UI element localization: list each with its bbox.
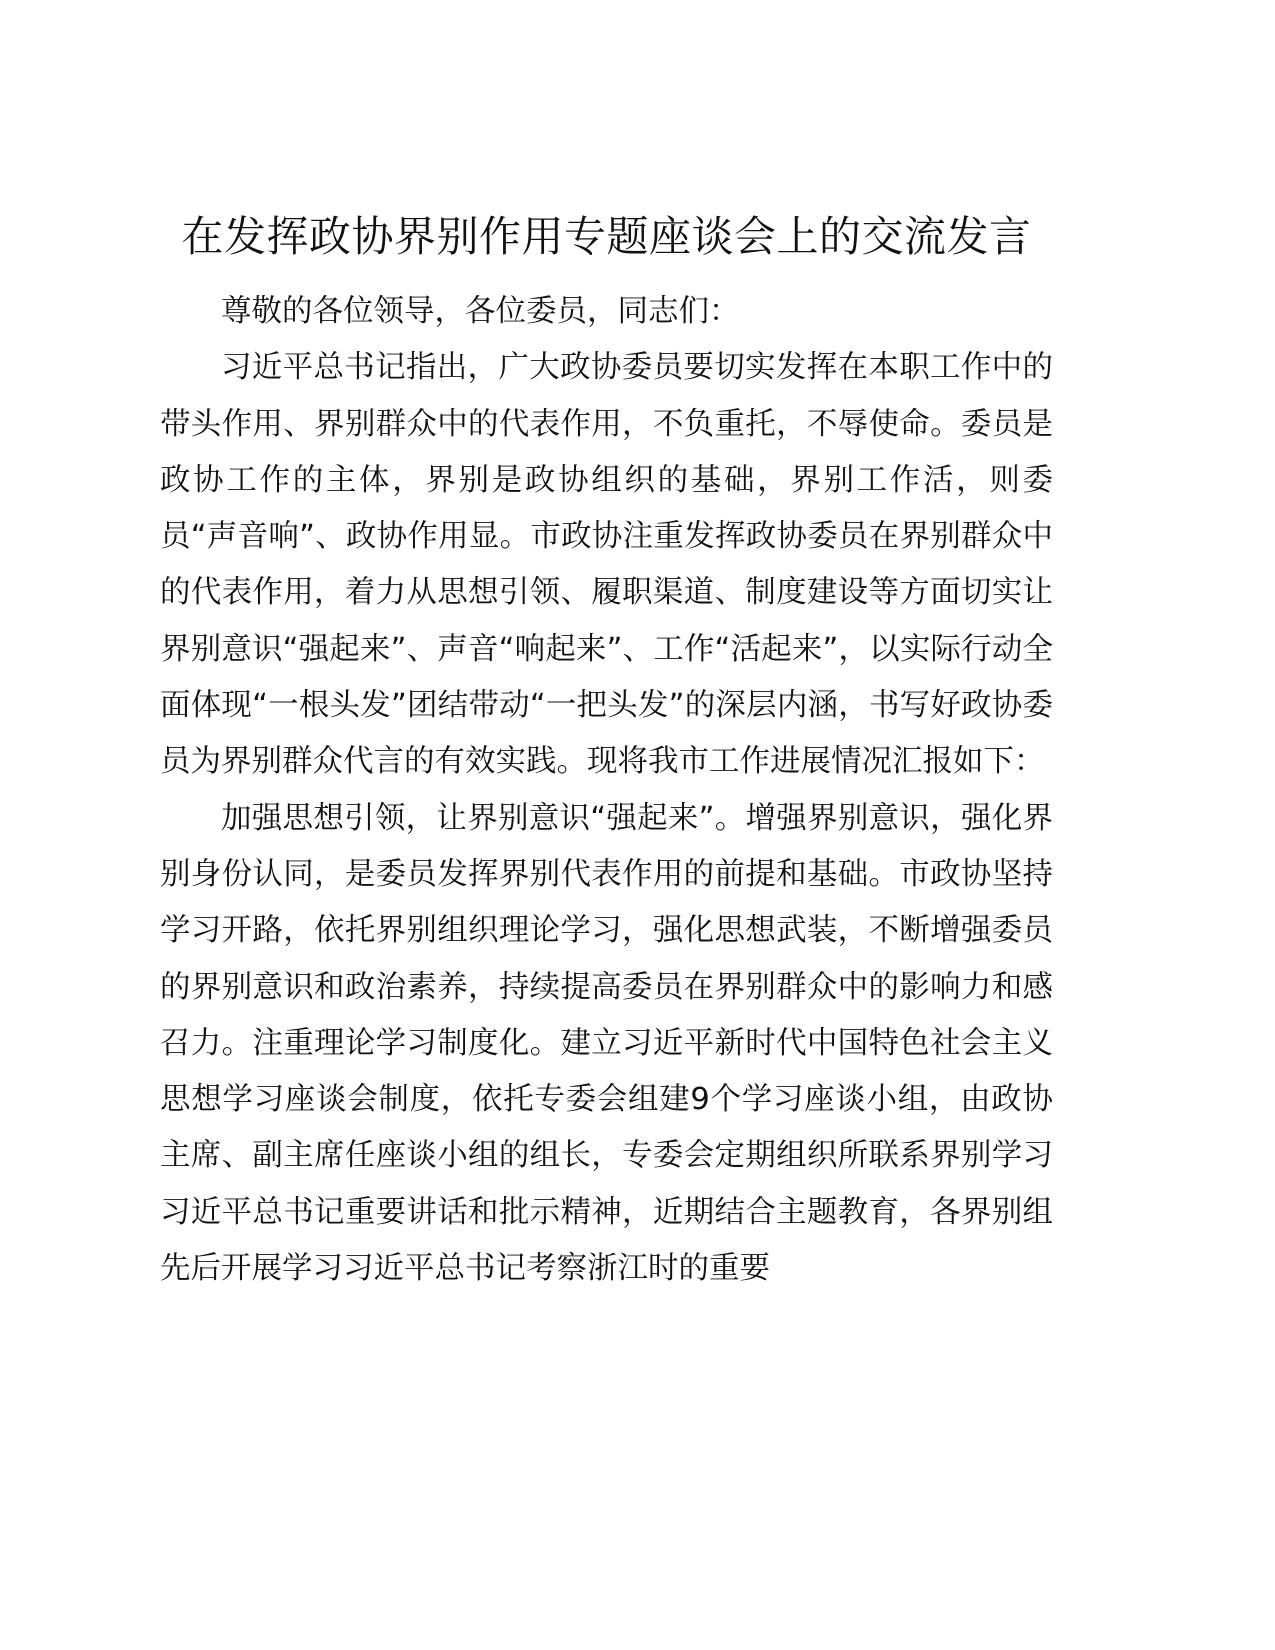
body-paragraph-ideological-guidance: 加强思想引领，让界别意识“强起来”。增强界别意识，强化界别身份认同，是委员发挥界别代表作用的前提和基础。市政协坚持学习开路，依托界别组织理论学习，强化思想武装，不断增强委员的界别意识和政治素养，持续提高委员在界别群众中的影响力和感召力。注重理论学习制度化。建立习近平新时代中国特色社会主义思想学习座谈会制度，依托专委会组建9个学习座谈小组，由政协主席、副主席任座谈小组的组长，专委会定期组织所联系界别学习习近平总书记重要讲话和批示精神，近期结合主题教育，各界别组先后开展学习习近平总书记考察浙江时的重要: [160, 800, 1053, 1287]
salutation: 尊敬的各位领导，各位委员，同志们：: [221, 294, 740, 329]
document-page: [160, 210, 1053, 1297]
document-title: 在发挥政协界别作用专题座谈会上的交流发言: [181, 212, 1032, 261]
body-paragraph-intro: 习近平总书记指出，广大政协委员要切实发挥在本职工作中的带头作用、界别群众中的代表作用，不负重托，不辱使命。委员是政协工作的主体，界别是政协组织的基础，界别工作活，则委员“声音响”、政协作用显。市政协注重发挥政协委员在界别群众中的代表作用，着力从思想引领、履职渠道、制度建设等方面切实让界别意识“强起来”、声音“响起来”、工作“活起来”，以实际行动全面体现“一根头发”团结带动“一把头发”的深层内涵，书写好政协委员为界别群众代言的有效实践。现将我市工作进展情况汇报如下：: [160, 350, 1053, 780]
